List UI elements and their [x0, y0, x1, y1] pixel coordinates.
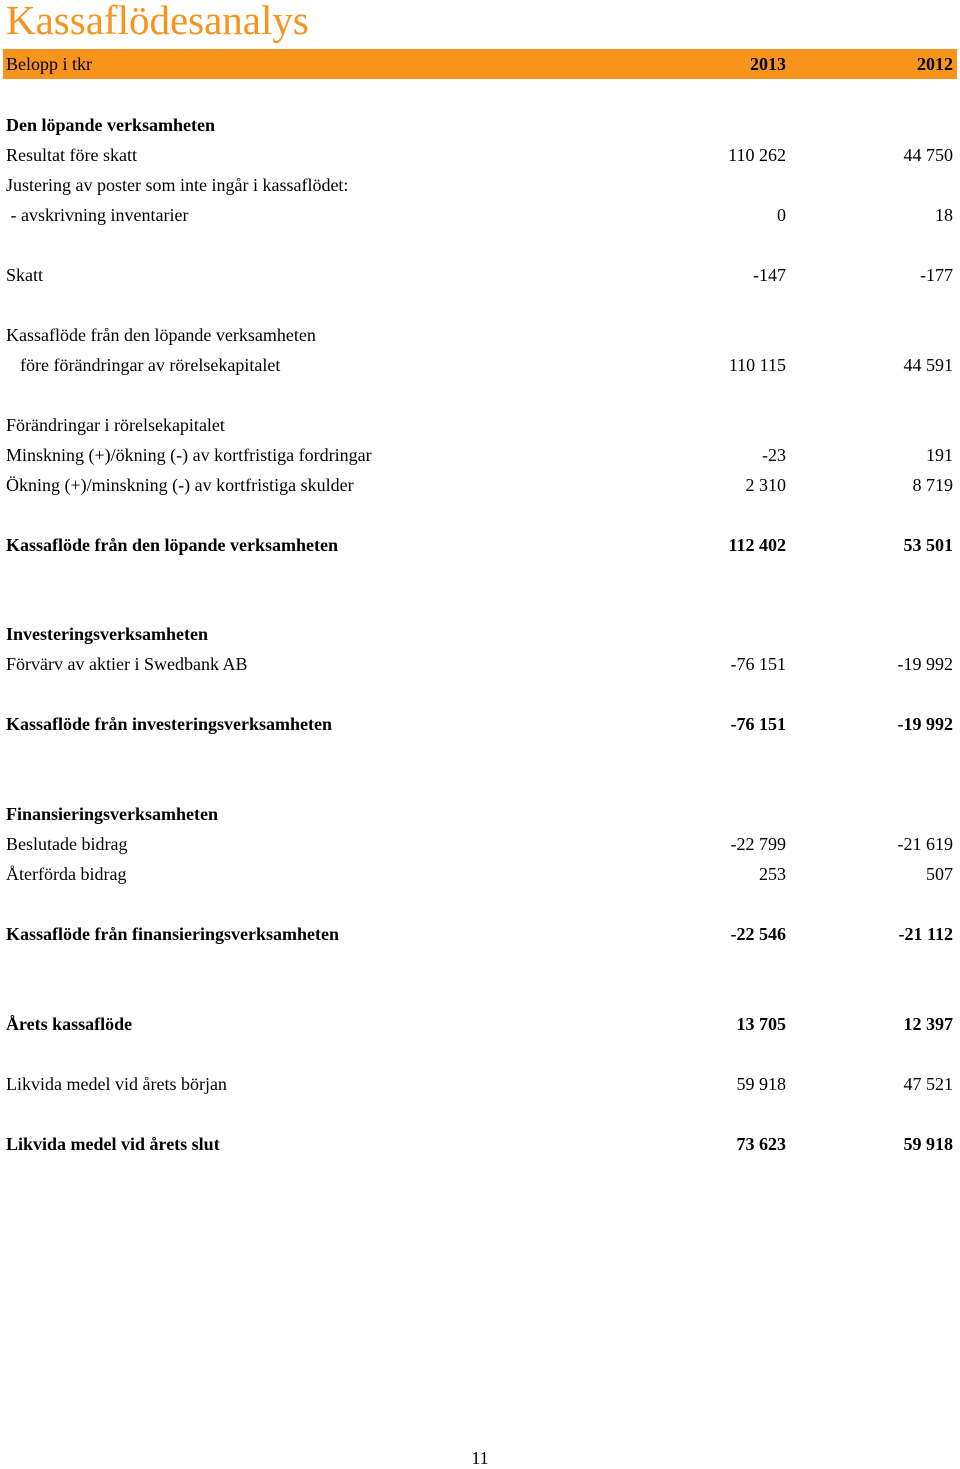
table-row — [0, 263, 960, 287]
value-2012: -19 992 — [897, 714, 953, 734]
total-row — [0, 1132, 960, 1156]
value-2012: 12 397 — [903, 1014, 953, 1034]
section-heading-operating — [0, 113, 960, 137]
row-label: Kassaflöde från investeringsverksamheten — [6, 714, 332, 734]
value-2012: 47 521 — [903, 1074, 953, 1094]
row-label: Likvida medel vid årets början — [6, 1074, 227, 1094]
table-header — [3, 49, 957, 79]
value-2013: 0 — [777, 205, 786, 225]
year-2013-header: 2013 — [750, 54, 786, 74]
row-label: Beslutade bidrag — [6, 834, 128, 854]
value-2012: 53 501 — [903, 535, 953, 555]
value-2012: -177 — [920, 265, 953, 285]
table-row — [0, 353, 960, 377]
value-2012: 8 719 — [912, 475, 953, 495]
value-2012: 44 750 — [903, 145, 953, 165]
value-2013: 253 — [759, 864, 786, 884]
value-2013: 110 115 — [728, 355, 786, 375]
row-label: Den löpande verksamheten — [6, 115, 216, 135]
value-2013: -23 — [762, 445, 786, 465]
table-row — [0, 862, 960, 886]
row-label: Kassaflöde från den löpande verksamheten — [6, 535, 339, 555]
section-heading-investing — [0, 622, 960, 646]
row-label: Ökning (+)/minskning (-) av kortfristiga skulder — [6, 475, 354, 495]
table-row — [0, 143, 960, 167]
value-2013: -76 151 — [730, 714, 786, 734]
row-label: Återförda bidrag — [6, 864, 127, 884]
section-heading-financing — [0, 802, 960, 826]
row-label: Finansieringsverksamheten — [6, 804, 219, 824]
year-2012-header: 2012 — [917, 54, 953, 74]
table-row — [0, 473, 960, 497]
value-2012: -19 992 — [897, 654, 953, 674]
amount-unit-label: Belopp i tkr — [6, 54, 92, 74]
table-row — [0, 1072, 960, 1096]
value-2013: 59 918 — [736, 1074, 786, 1094]
value-2013: -147 — [753, 265, 786, 285]
value-2012: -21 112 — [898, 924, 953, 944]
subtotal-row — [0, 712, 960, 736]
table-row — [0, 173, 960, 197]
table-row — [0, 443, 960, 467]
value-2012: 507 — [926, 864, 953, 884]
row-label: Kassaflöde från den löpande verksamheten — [6, 325, 316, 345]
row-label: Minskning (+)/ökning (-) av kortfristiga fordringar — [6, 445, 372, 465]
value-2012: -21 619 — [897, 834, 953, 854]
row-label: före förändringar av rörelsekapitalet — [20, 355, 281, 375]
table-row — [0, 652, 960, 676]
value-2013: -22 799 — [730, 834, 786, 854]
row-label: Förändringar i rörelsekapitalet — [6, 415, 225, 435]
row-label: Kassaflöde från finansieringsverksamheten — [6, 924, 339, 944]
row-label: Skatt — [6, 265, 44, 285]
table-row — [0, 832, 960, 856]
value-2013: 13 705 — [736, 1014, 786, 1034]
row-label: Årets kassaflöde — [6, 1014, 133, 1034]
value-2012: 44 591 — [903, 355, 953, 375]
total-row — [0, 1012, 960, 1036]
value-2012: 59 918 — [903, 1134, 953, 1154]
table-row — [0, 203, 960, 227]
row-label: Likvida medel vid årets slut — [6, 1134, 220, 1154]
row-label: Justering av poster som inte ingår i kassaflödet: — [6, 175, 349, 195]
row-label: - avskrivning inventarier — [6, 205, 189, 225]
row-label: Resultat före skatt — [6, 145, 137, 165]
value-2013: -22 546 — [730, 924, 786, 944]
row-label: Förvärv av aktier i Swedbank AB — [6, 654, 248, 674]
value-2013: 110 262 — [728, 145, 786, 165]
value-2012: 18 — [935, 205, 953, 225]
subtotal-row — [0, 922, 960, 946]
value-2012: 191 — [926, 445, 953, 465]
table-row — [0, 323, 960, 347]
value-2013: 112 402 — [728, 535, 786, 555]
subtotal-row — [0, 533, 960, 557]
row-label: Investeringsverksamheten — [6, 624, 208, 644]
value-2013: 73 623 — [736, 1134, 786, 1154]
value-2013: -76 151 — [730, 654, 786, 674]
table-row — [0, 413, 960, 437]
page-number: 11 — [471, 1448, 489, 1468]
page-title: Kassaflödesanalys — [6, 0, 309, 43]
value-2013: 2 310 — [745, 475, 786, 495]
